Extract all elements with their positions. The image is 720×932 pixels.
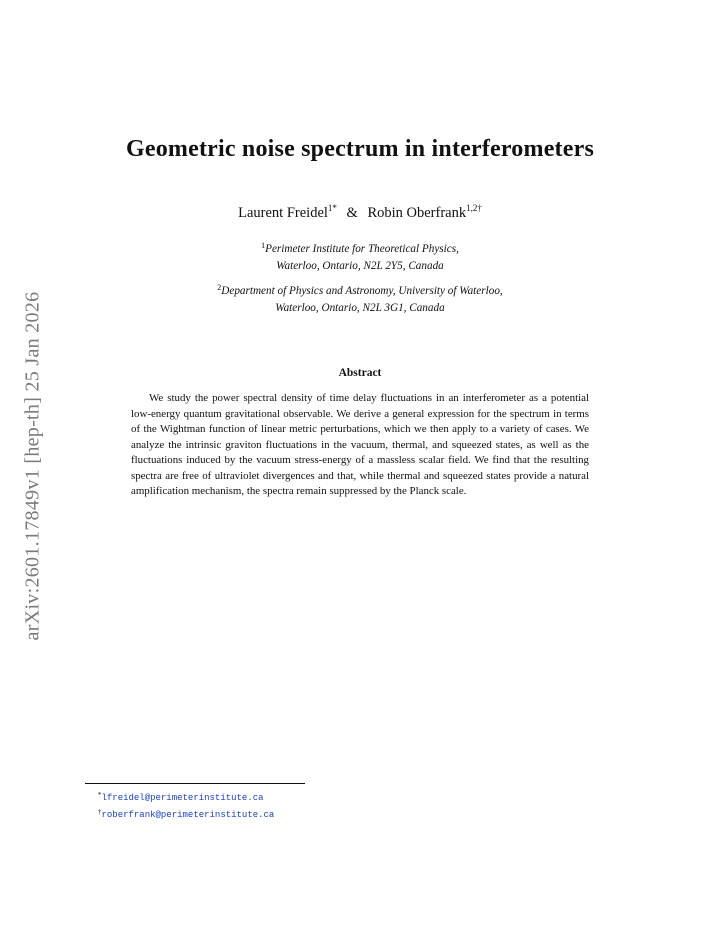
affiliation-line: Perimeter Institute for Theoretical Physics, xyxy=(265,243,459,255)
affiliation-line: Department of Physics and Astronomy, University of Waterloo, xyxy=(221,285,503,297)
author-email-link[interactable]: roberfrank@perimeterinstitute.ca xyxy=(101,810,275,820)
abstract-heading: Abstract xyxy=(338,367,382,379)
author-name: Laurent Freidel xyxy=(238,205,328,221)
author-affiliation-mark: 1* xyxy=(327,203,337,213)
author-name: Robin Oberfrank xyxy=(367,205,467,221)
affiliation-1 xyxy=(0,238,720,274)
affiliation-mark: 1 xyxy=(261,241,266,250)
footnotes xyxy=(98,788,274,822)
author-separator: & xyxy=(346,205,358,221)
arxiv-identifier-stamp: arXiv:2601.17849v1 [hep-th] 25 Jan 2026 xyxy=(21,291,44,641)
affiliation-line: Waterloo, Ontario, N2L 3G1, Canada xyxy=(275,301,445,314)
author-affiliation-mark: 1,2† xyxy=(466,203,482,213)
affiliation-mark: 2 xyxy=(217,283,222,292)
author-list xyxy=(0,203,720,222)
affiliation-2 xyxy=(0,280,720,316)
footnote-item xyxy=(98,805,274,822)
footnote-mark: † xyxy=(98,808,102,816)
footnote-item xyxy=(98,788,274,805)
footnote-divider xyxy=(85,783,305,784)
footnote-mark: * xyxy=(98,791,102,799)
affiliation-line: Waterloo, Ontario, N2L 2Y5, Canada xyxy=(276,259,444,272)
paper-title: Geometric noise spectrum in interferometers xyxy=(126,136,594,162)
abstract-text: We study the power spectral density of time delay fluctuations in an interferometer as a potential low-energy quantum gravitational observable. We derive a general expression for the spectrum in terms of the Wightman function of linear metric perturbations, which we then apply to a variety of cases. We analyze the intrinsic graviton fluctuations in the vacuum, thermal, and squeezed states, as well as the fluctuations induced by the vacuum stress-energy of a massless scalar field. We find that the resulting spectra are free of ultraviolet divergences and that, while thermal and squeezed states provide a natural amplification mechanism, the spectra remain suppressed by the Planck scale. xyxy=(131,392,589,497)
author-email-link[interactable]: lfreidel@perimeterinstitute.ca xyxy=(101,793,264,803)
